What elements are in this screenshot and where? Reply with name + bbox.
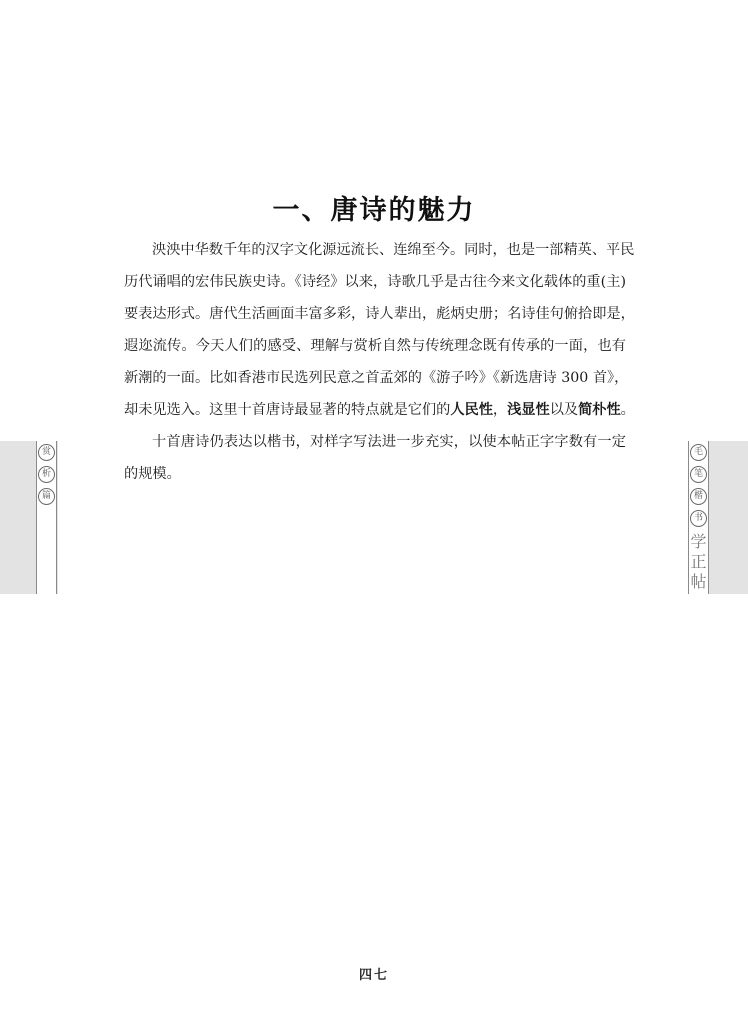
text-line: 十首唐诗仍表达以楷书，对样字写法进一步充实，以使本帖正字字数有一定 (152, 434, 626, 450)
text-line: 泱泱中华数千年的汉字文化源远流长、连绵至今。同时，也是一部精英、平民 (152, 242, 635, 258)
brush-char: 正 (690, 552, 707, 571)
text-run: 却未见选入。这里十首唐诗最显著的特点就是它们的 (124, 402, 451, 418)
right-seal-stack (689, 444, 708, 592)
text-line: 的规模。 (124, 466, 181, 482)
emphasis-text: 浅显性 (507, 402, 550, 418)
text-line: 遐迩流传。今天人们的感受、理解与赏析自然与传统理念既有传承的一面，也有 (124, 338, 626, 354)
page-number: 四七 (358, 968, 389, 983)
left-section-panel (36, 441, 57, 594)
text-line: 要表达形式。唐代生活画面丰富多彩，诗人辈出，彪炳史册；名诗佳句俯拾即是， (124, 306, 635, 322)
text-run: 。 (620, 402, 635, 418)
seal-char: 篇 (38, 488, 55, 505)
text-line: 历代诵唱的宏伟民族史诗。《诗经》以来，诗歌几乎是古往今来文化载体的重(主) (124, 274, 626, 290)
text-line (124, 394, 635, 426)
seal-char: 楷 (690, 488, 707, 505)
seal-char: 笔 (690, 466, 707, 483)
section-title: 一、唐诗的魅力 (272, 195, 476, 227)
left-section-tab (0, 441, 58, 594)
body-text (124, 234, 635, 490)
text-line: 新潮的一面。比如香港市民选列民意之首孟郊的《游子吟》《新选唐诗 300 首》， (124, 370, 629, 386)
emphasis-text: 简朴性 (578, 402, 621, 418)
right-section-panel (688, 441, 709, 594)
seal-char: 毛 (690, 444, 707, 461)
text-run: 以及 (549, 402, 579, 418)
seal-char: 析 (38, 466, 55, 483)
emphasis-text: 人民性 (450, 402, 493, 418)
brush-char: 学 (690, 532, 707, 551)
right-section-tab (688, 441, 748, 594)
seal-char: 赏 (38, 444, 55, 461)
text-run: ， (492, 402, 508, 418)
brush-char: 帖 (690, 572, 707, 591)
left-seal-stack (37, 444, 56, 510)
seal-char: 书 (690, 510, 707, 527)
